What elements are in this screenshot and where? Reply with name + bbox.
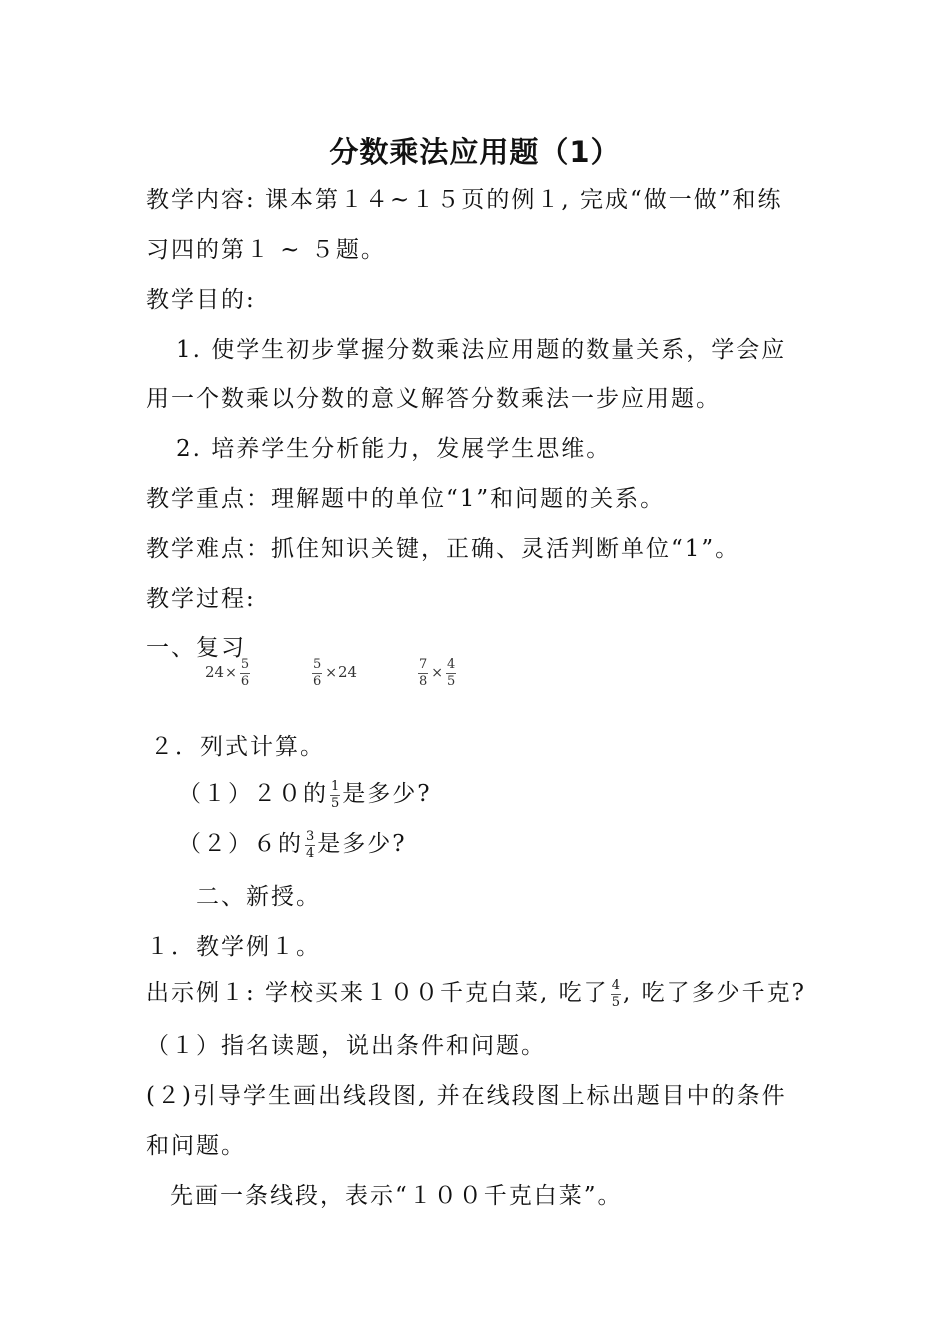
new-lesson-heading: 二、新授。 (196, 884, 321, 910)
fraction-denominator: 6 (313, 673, 322, 689)
teaching-content-line-2: 习四的第１ ~ ５题。 (146, 237, 386, 263)
step-2-line-1: (２)引导学生画出线段图, 并在线段图上标出题目中的条件 (146, 1083, 787, 1109)
times-sign: × (225, 665, 237, 681)
review-heading: 一、复习 (146, 635, 246, 661)
fraction (418, 658, 428, 689)
review-expression-3 (416, 652, 458, 693)
review-expression-2 (310, 652, 357, 693)
fraction (240, 658, 250, 689)
example-heading: １．教学例１。 (146, 934, 321, 960)
fraction (611, 979, 621, 1010)
key-point: 教学重点：理解题中的单位“1”和问题的关系。 (146, 486, 666, 512)
teaching-goal-2: 2. 培养学生分析能力，发展学生思维。 (176, 436, 612, 462)
fraction-numerator: 5 (313, 656, 322, 672)
fraction (446, 658, 456, 689)
process-heading: 教学过程: (146, 586, 256, 612)
fraction-numerator: 3 (306, 828, 315, 844)
fraction (330, 780, 340, 811)
teaching-goal-1-line-1: 1. 使学生初步掌握分数乘法应用题的数量关系，学会应 (176, 337, 787, 363)
fraction-denominator: 5 (447, 673, 456, 689)
question-2-suffix: 是多少? (317, 831, 407, 857)
difficulty-point: 教学难点：抓住知识关键，正确、灵活判断单位“1”。 (146, 536, 741, 562)
fraction-numerator: 4 (447, 656, 456, 672)
fraction-numerator: 7 (419, 656, 428, 672)
fraction-denominator: 5 (331, 795, 340, 811)
fraction-numerator: 1 (331, 778, 340, 794)
teaching-content-line-1: 教学内容: 课本第１４~１５页的例１, 完成“做一做”和练 (146, 187, 783, 213)
times-sign: × (431, 665, 444, 681)
review-expr-2-right: 24 (338, 663, 358, 681)
step-2-line-2: 和问题。 (146, 1133, 246, 1159)
teaching-goal-1-line-2: 用一个数乘以分数的意义解答分数乘法一步应用题。 (146, 386, 721, 412)
fraction-denominator: 6 (240, 673, 250, 689)
step-3: 先画一条线段，表示“１００千克白菜”。 (170, 1183, 623, 1209)
step-1: （１）指名读题，说出条件和问题。 (146, 1033, 546, 1059)
question-1-suffix: 是多少? (342, 781, 432, 807)
fraction (305, 830, 315, 861)
list-calc-heading: ２．列式计算。 (150, 734, 325, 760)
example-suffix: , 吃了多少千克? (622, 980, 806, 1006)
fraction-denominator: 4 (306, 845, 315, 861)
question-2-prefix: （２）６的 (178, 831, 303, 857)
fraction (312, 658, 322, 689)
question-2 (178, 829, 407, 861)
review-expression-1 (205, 652, 252, 693)
fraction-numerator: 5 (240, 656, 250, 672)
example-prefix: 出示例１: 学校买来１００千克白菜, 吃了 (146, 980, 609, 1006)
question-1 (178, 779, 432, 811)
question-1-prefix: （１）２０的 (178, 781, 328, 807)
fraction-numerator: 4 (611, 977, 620, 993)
fraction-denominator: 8 (419, 673, 428, 689)
page-title: 分数乘法应用题（1） (329, 135, 621, 169)
review-expr-1-left: 24 (205, 663, 225, 681)
example-problem (146, 978, 806, 1010)
fraction-denominator: 5 (611, 994, 620, 1010)
times-sign: × (325, 665, 338, 681)
teaching-goal-heading: 教学目的: (146, 287, 256, 313)
